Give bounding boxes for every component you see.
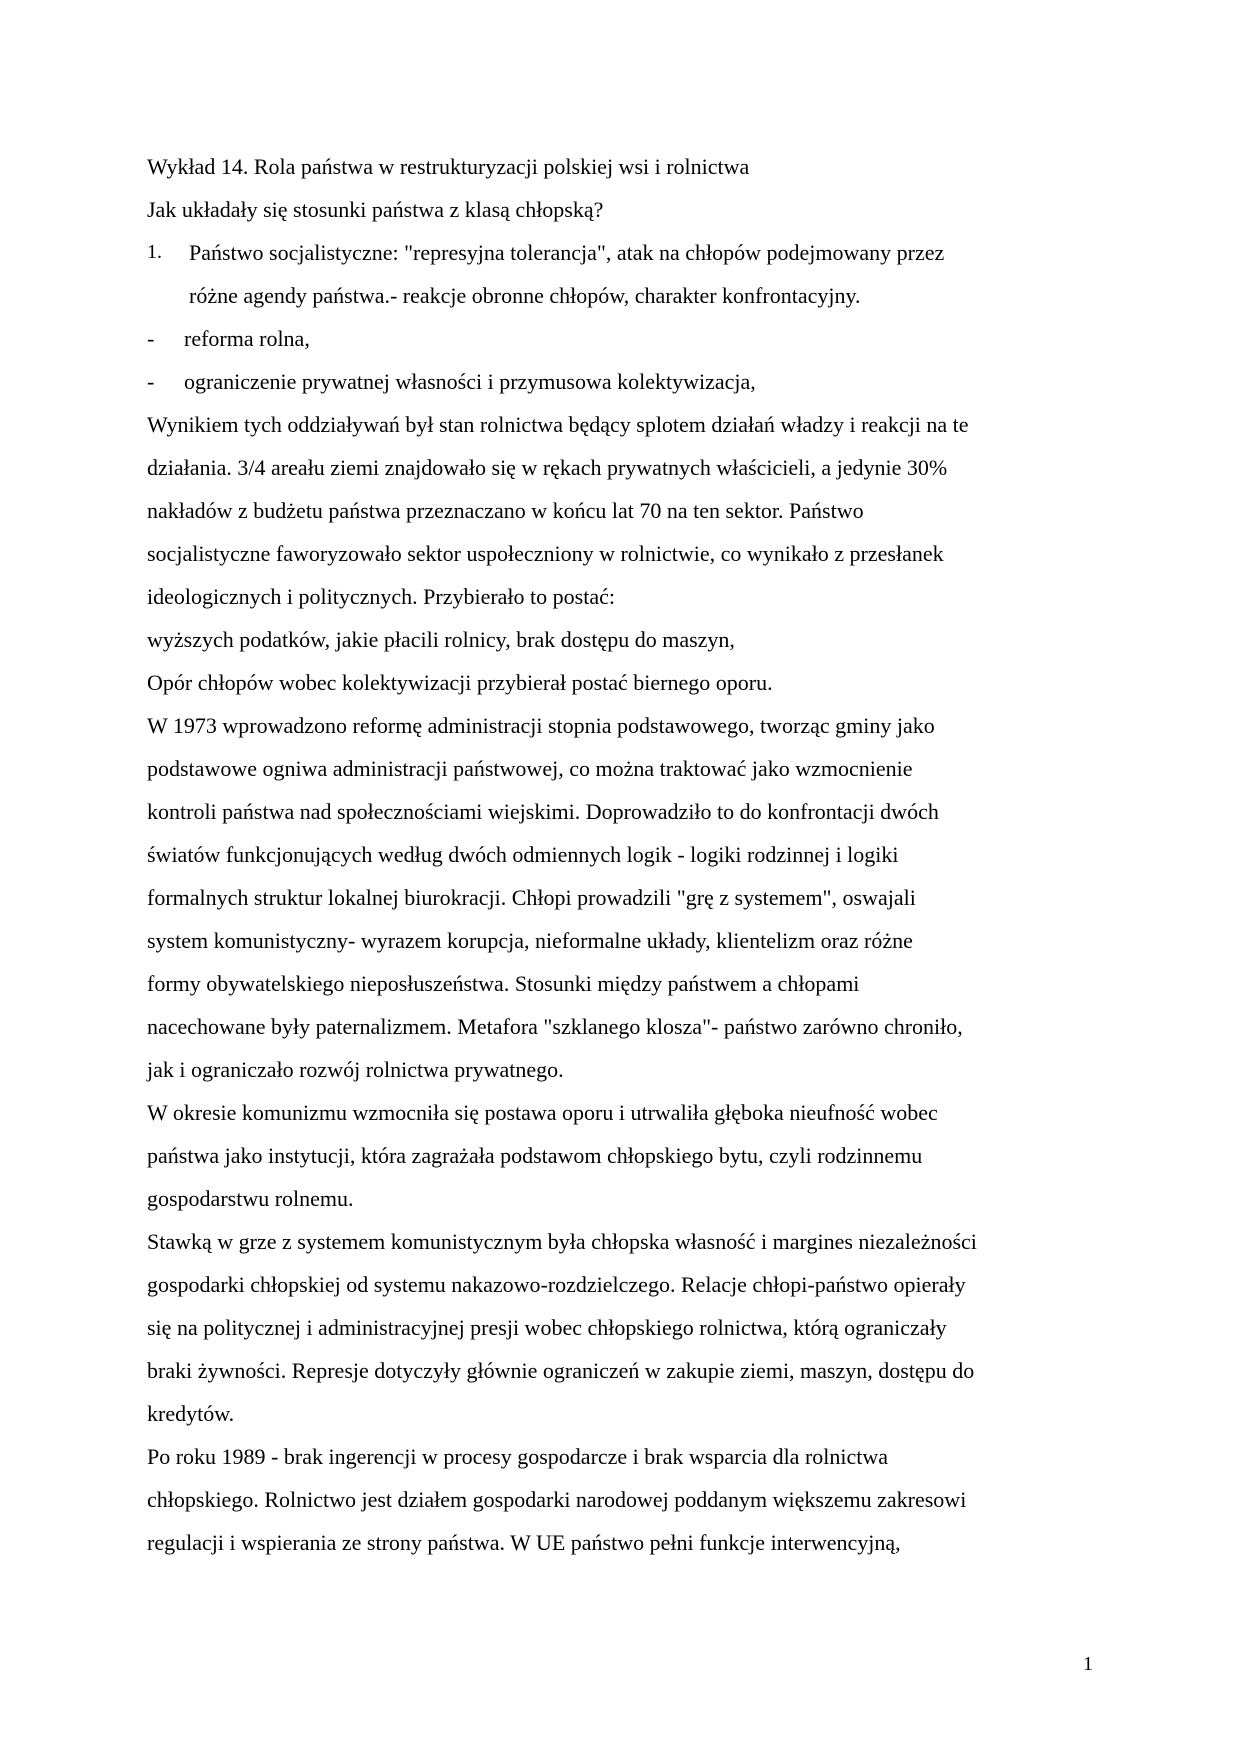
- paragraph-line: nakładów z budżetu państwa przeznaczano w końcu lat 70 na ten sektor. Państwo: [147, 498, 864, 523]
- paragraph-line: podstawowe ogniwa administracji państwowej, co można traktować jako wzmocnienie: [147, 756, 913, 781]
- paragraph-line: państwa jako instytucji, która zagrażała podstawom chłopskiego bytu, czyli rodzinnemu: [147, 1143, 923, 1168]
- paragraph-line: gospodarki chłopskiej od systemu nakazowo-rozdzielczego. Relacje chłopi-państwo opierały: [147, 1272, 966, 1297]
- paragraph-line: formalnych struktur lokalnej biurokracji. Chłopi prowadzili "grę z systemem", oswajali: [147, 885, 916, 910]
- document-question: Jak układały się stosunki państwa z klasą chłopską?: [147, 197, 604, 222]
- paragraph-line: gospodarstwu rolnemu.: [147, 1186, 354, 1211]
- numbered-item-line: różne agendy państwa.- reakcje obronne chłopów, charakter konfrontacyjny.: [189, 283, 861, 308]
- paragraph-line: regulacji i wspierania ze strony państwa. W UE państwo pełni funkcje interwencyjną,: [147, 1530, 901, 1555]
- paragraph: [147, 618, 1097, 661]
- paragraph-line: wyższych podatków, jakie płacili rolnicy, brak dostępu do maszyn,: [147, 627, 735, 652]
- paragraph-line: ideologicznych i politycznych. Przybierało to postać:: [147, 584, 615, 609]
- paragraph-line: braki żywności. Represje dotyczyły głównie ograniczeń w zakupie ziemi, maszyn, dostępu do: [147, 1358, 975, 1383]
- list-number: 1.: [147, 241, 162, 263]
- dash-list-item: [147, 317, 1097, 360]
- dash-bullet: -: [147, 326, 155, 351]
- numbered-list-item: [147, 231, 1097, 317]
- document-title: Wykład 14. Rola państwa w restrukturyzacji polskiej wsi i rolnictwa: [147, 154, 750, 179]
- paragraph: [147, 704, 1097, 1091]
- dash-bullet: -: [147, 369, 155, 394]
- paragraph-line: W okresie komunizmu wzmocniła się postawa oporu i utrwaliła głęboka nieufność wobec: [147, 1100, 938, 1125]
- paragraph: [147, 403, 1097, 618]
- paragraph-line: Opór chłopów wobec kolektywizacji przybierał postać biernego oporu.: [147, 670, 773, 695]
- paragraph-line: W 1973 wprowadzono reformę administracji stopnia podstawowego, tworząc gminy jako: [147, 713, 935, 738]
- paragraph-line: się na politycznej i administracyjnej presji wobec chłopskiego rolnictwa, którą ograniczały: [147, 1315, 947, 1340]
- paragraph: [147, 1220, 1097, 1435]
- paragraph-line: światów funkcjonujących według dwóch odmiennych logik - logiki rodzinnej i logiki: [147, 842, 899, 867]
- paragraph-line: Po roku 1989 - brak ingerencji w procesy gospodarcze i brak wsparcia dla rolnictwa: [147, 1444, 889, 1469]
- paragraphs: [147, 403, 1097, 1564]
- paragraph-line: kredytów.: [147, 1401, 235, 1426]
- paragraph-line: formy obywatelskiego nieposłuszeństwa. Stosunki między państwem a chłopami: [147, 971, 860, 996]
- document-page: [147, 145, 1097, 1564]
- paragraph-line: nacechowane były paternalizmem. Metafora "szklanego klosza"- państwo zarówno chroniło,: [147, 1014, 963, 1039]
- paragraph-line: Stawką w grze z systemem komunistycznym była chłopska własność i margines niezależności: [147, 1229, 977, 1254]
- paragraph-line: działania. 3/4 areału ziemi znajdowało się w rękach prywatnych właścicieli, a jedynie 30%: [147, 455, 948, 480]
- paragraph: [147, 661, 1097, 704]
- paragraph: [147, 1435, 1097, 1564]
- paragraph-line: kontroli państwa nad społecznościami wiejskimi. Doprowadziło to do konfrontacji dwóch: [147, 799, 939, 824]
- page-number: 1: [1083, 1653, 1093, 1675]
- numbered-item-line: Państwo socjalistyczne: "represyjna tolerancja", atak na chłopów podejmowany przez: [189, 240, 945, 265]
- dash-item-text: reforma rolna,: [184, 326, 310, 351]
- paragraph-line: system komunistyczny- wyrazem korupcja, nieformalne układy, klientelizm oraz różne: [147, 928, 913, 953]
- paragraph-line: socjalistyczne faworyzowało sektor uspołeczniony w rolnictwie, co wynikało z przesłanek: [147, 541, 944, 566]
- dash-item-text: ograniczenie prywatnej własności i przymusowa kolektywizacja,: [184, 369, 756, 394]
- paragraph-line: chłopskiego. Rolnictwo jest działem gospodarki narodowej poddanym większemu zakresowi: [147, 1487, 967, 1512]
- paragraph: [147, 1091, 1097, 1220]
- paragraph-line: jak i ograniczało rozwój rolnictwa prywatnego.: [147, 1057, 564, 1082]
- paragraph-line: Wynikiem tych oddziaływań był stan rolnictwa będący splotem działań władzy i reakcji na te: [147, 412, 969, 437]
- dash-list-item: [147, 360, 1097, 403]
